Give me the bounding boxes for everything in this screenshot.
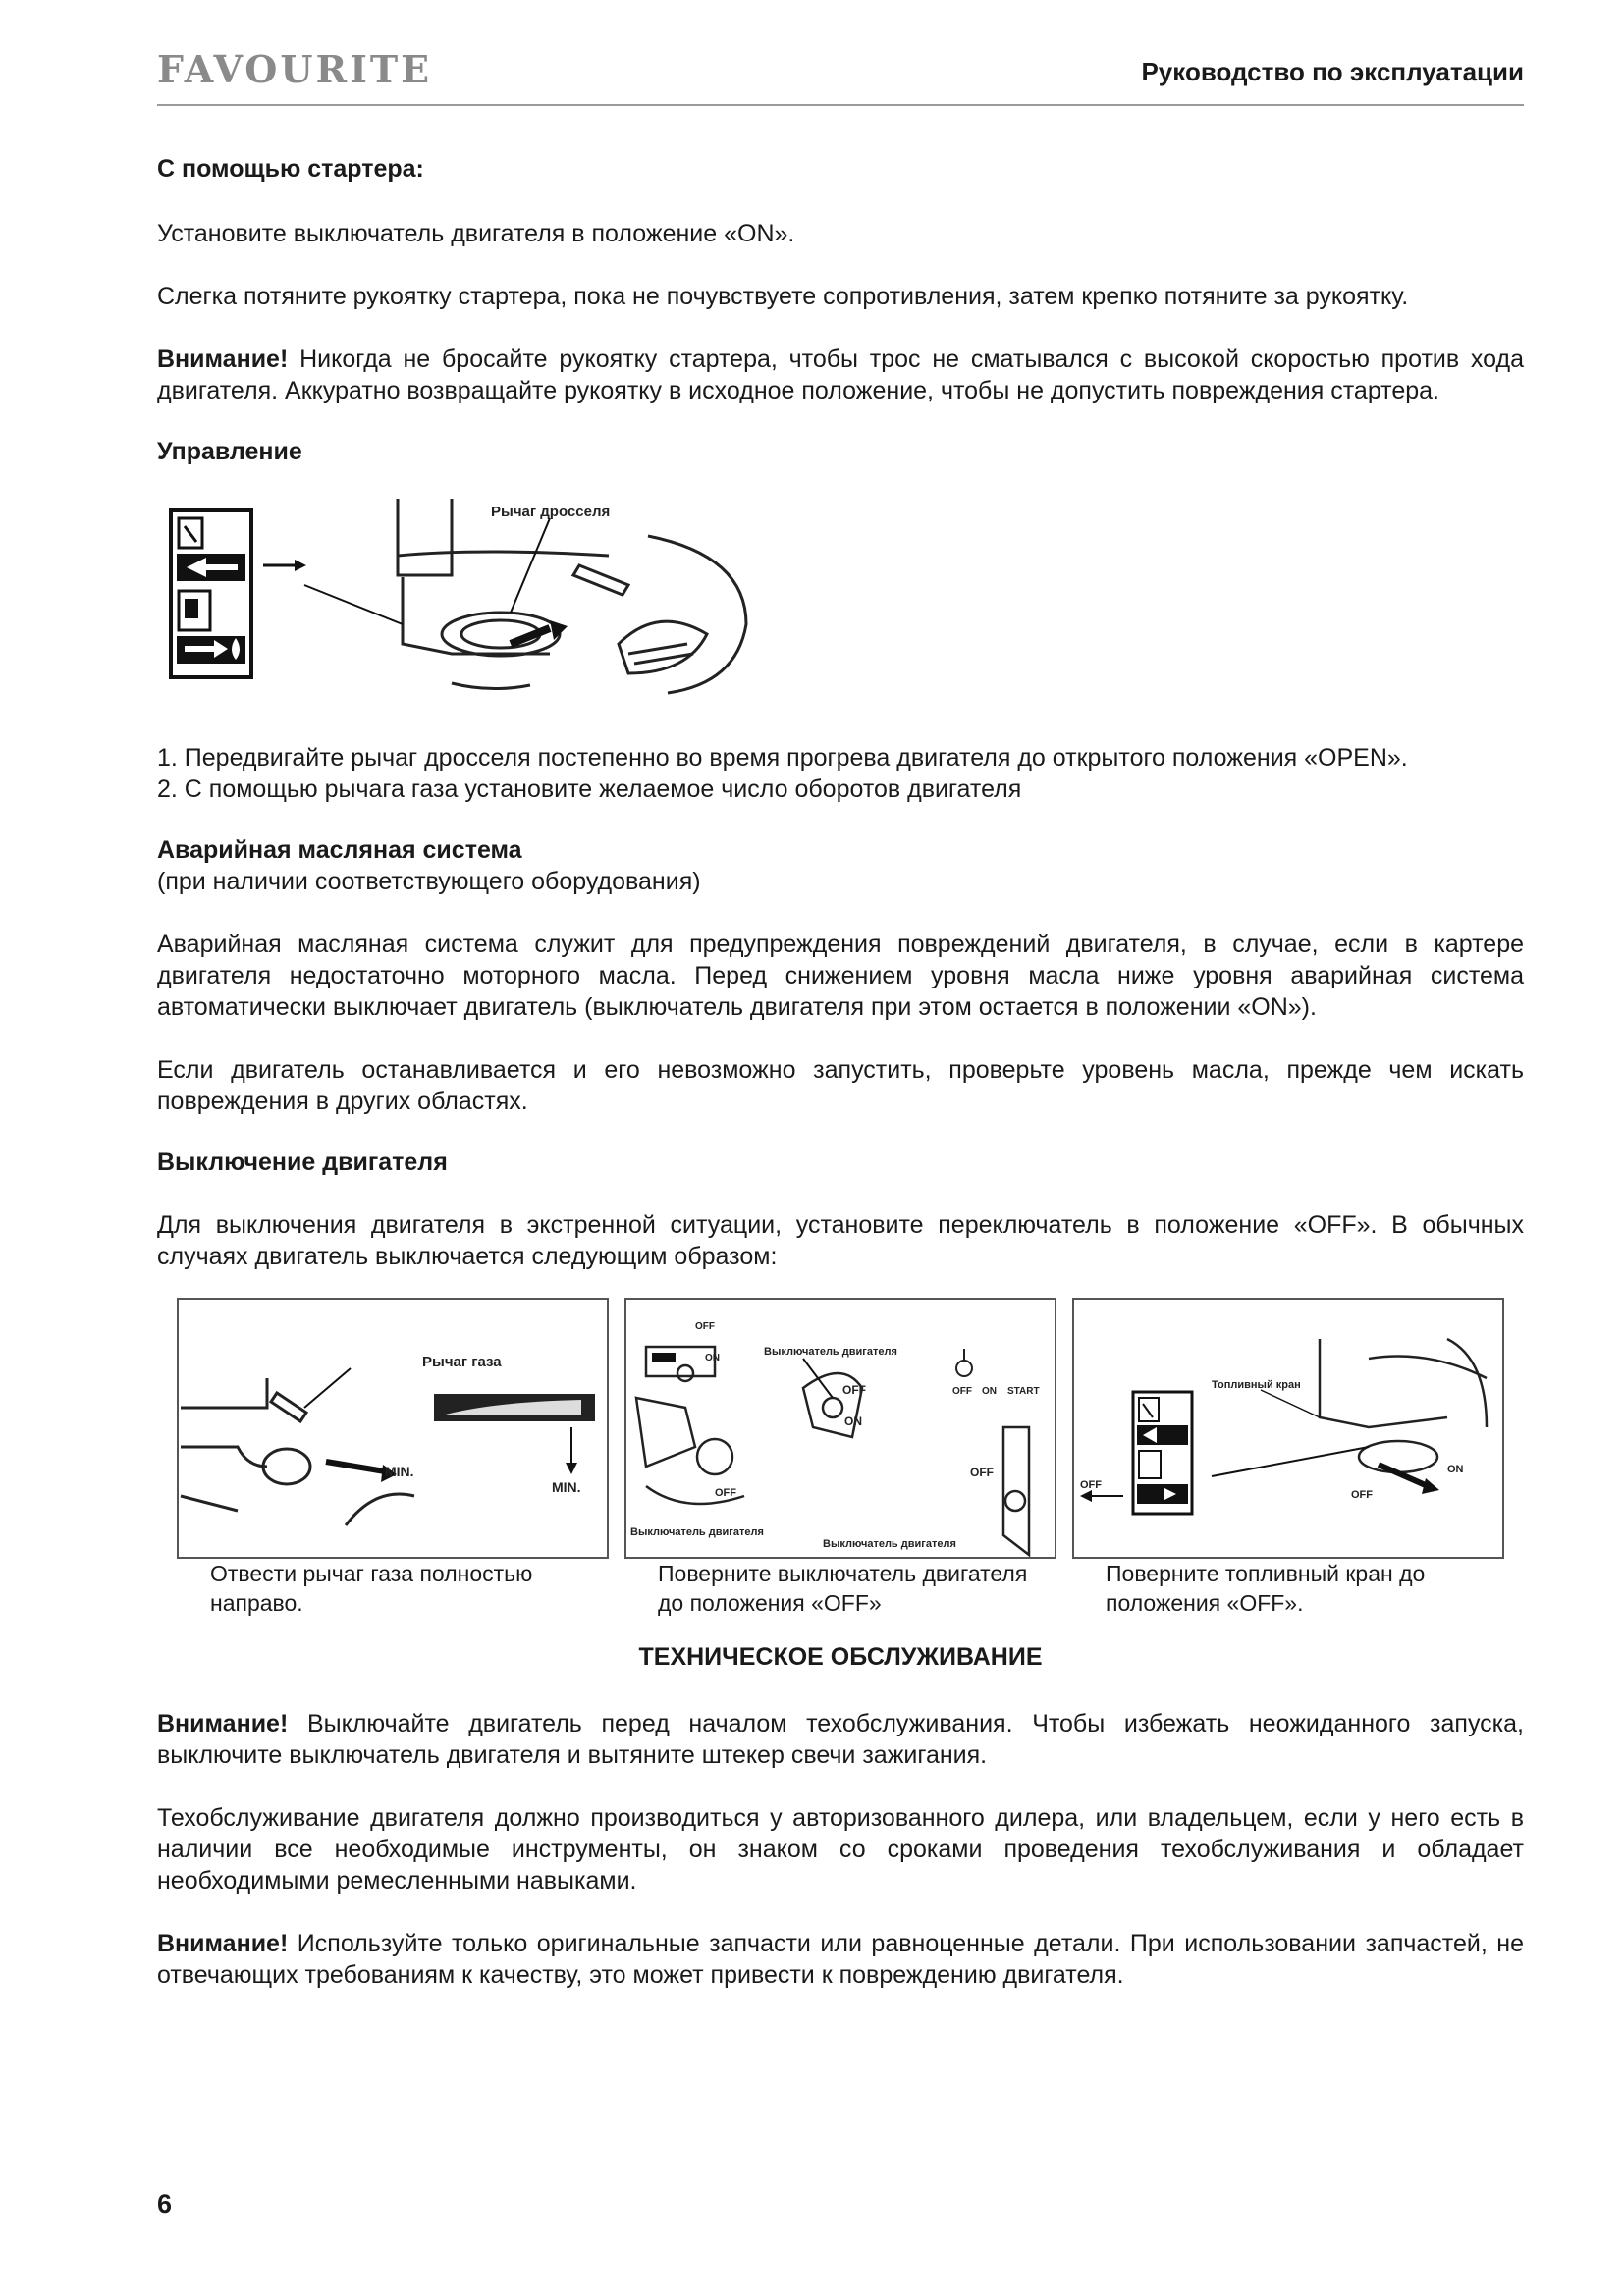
oil-alert-paragraph-1: Аварийная масляная система служит для предупреждения повреждений двигателя, в случае, если в картере двигателя недостаточно моторного масла. Перед снижением уровня масла ниже уровня аварийная система автоматически выключает двигатель (выключатель двигателя при этом остается в положении «ON»). [157,931,1524,1021]
fuel-valve-label: Топливный кран [1212,1379,1301,1391]
off-label-top: OFF [695,1321,715,1332]
off-label-left: OFF [1080,1479,1102,1491]
maintenance-heading: ТЕХНИЧЕСКОЕ ОБСЛУЖИВАНИЕ [638,1643,1043,1671]
caption-switch: Поверните выключатель двигателя до положения «OFF» [658,1561,1028,1616]
switch-label-bottom-left: Выключатель двигателя [630,1526,764,1538]
off-label-valve: OFF [1351,1489,1373,1501]
header-divider [157,104,1524,106]
fuel-valve-symbol-icon [1133,1392,1192,1514]
shutdown-heading: Выключение двигателя [157,1148,448,1176]
warning-text: Выключайте двигатель перед началом техобслуживания. Чтобы избежать неожиданного запуска, выключите выключатель двигателя и вытяните штекер свечи зажигания. [157,1710,1524,1769]
switch-label-top: Выключатель двигателя [764,1346,897,1358]
on-label-right: ON [982,1386,997,1397]
off-label-bottom: OFF [715,1487,736,1499]
maintenance-warning-2 [157,1928,1524,1991]
caption-throttle: Отвести рычаг газа полностью направо. [210,1561,533,1616]
caption-fuel-valve: Поверните топливный кран до положения «OFF». [1106,1561,1426,1616]
on-label-small: ON [705,1353,720,1363]
warning-label: Внимание! [157,1930,289,1957]
document-title: Руководство по эксплуатации [1141,57,1524,86]
starter-warning [157,344,1524,406]
brand-logo: FAVOURITE [157,47,433,91]
page-header [157,43,1524,104]
shutdown-figure-fuel-valve [1072,1298,1504,1559]
off-label-mid: OFF [842,1383,866,1397]
throttle-lever-label: Рычаг дросселя [491,504,611,520]
throttle-figure [157,497,1524,703]
engine-sketch [398,499,746,693]
off-label-right: OFF [952,1386,972,1397]
start-label: START [1007,1386,1040,1397]
warning-text: Используйте только оригинальные запчасти или равноценные детали. При использовании запчастей, не отвечающих требованиям к качеству, это может привести к повреждению двигателя. [157,1930,1524,1989]
shutdown-paragraph: Для выключения двигателя в экстренной ситуации, установите переключатель в положение «OFF». В обычных случаях двигатель выключается следующим образом: [157,1211,1524,1270]
starter-paragraph-1: Установите выключатель двигателя в положение «ON». [157,220,795,247]
oil-alert-subheading: (при наличии соответствующего оборудования) [157,868,701,895]
starter-paragraph-2: Слегка потяните рукоятку стартера, пока не почувствуете сопротивления, затем крепко потяните за рукоятку. [157,283,1409,310]
control-item-1: 1. Передвигайте рычаг дросселя постепенно во время прогрева двигателя до открытого положения «OPEN». [157,744,1408,772]
min-label-1: MIN. [385,1464,414,1479]
control-item-2: 2. С помощью рычага газа установите желаемое число оборотов двигателя [157,775,1022,803]
choke-symbol-icon [171,510,251,677]
oil-alert-heading: Аварийная масляная система [157,836,522,864]
figure-captions [157,1559,1524,1628]
oil-alert-paragraph-2: Если двигатель останавливается и его невозможно запустить, проверьте уровень масла, прежде чем искать повреждения в других областях. [157,1056,1524,1115]
starter-heading: С помощью стартера: [157,155,424,183]
shutdown-figure-throttle [177,1298,609,1559]
shutdown-figures [157,1298,1524,1559]
throttle-illustration [157,497,766,703]
switch-label-bottom-right: Выключатель двигателя [823,1538,956,1550]
lever-label: Рычаг газа [422,1354,502,1370]
on-label-mid: ON [844,1415,862,1428]
warning-label: Внимание! [157,1710,289,1737]
control-heading: Управление [157,438,302,465]
page-content [157,153,1524,1991]
on-label-valve: ON [1447,1464,1464,1475]
page-number: 6 [157,2189,173,2218]
warning-text: Никогда не бросайте рукоятку стартера, чтобы трос не сматывался с высокой скоростью против хода двигателя. Аккуратно возвращайте рукоятку в исходное положение, чтобы не допустить повреждения стартера. [157,346,1524,404]
warning-label: Внимание! [157,346,289,373]
shutdown-figure-switch [624,1298,1056,1559]
maintenance-paragraph: Техобслуживание двигателя должно производиться у авторизованного дилера, или владельцем, если у него есть в наличии все необходимые инструменты, он знаком со сроками проведения техобслуживания и обладает необходимыми ремесленными навыками. [157,1804,1524,1895]
off-label-switch: OFF [970,1466,994,1479]
maintenance-warning-1 [157,1708,1524,1771]
min-label-2: MIN. [552,1479,581,1495]
